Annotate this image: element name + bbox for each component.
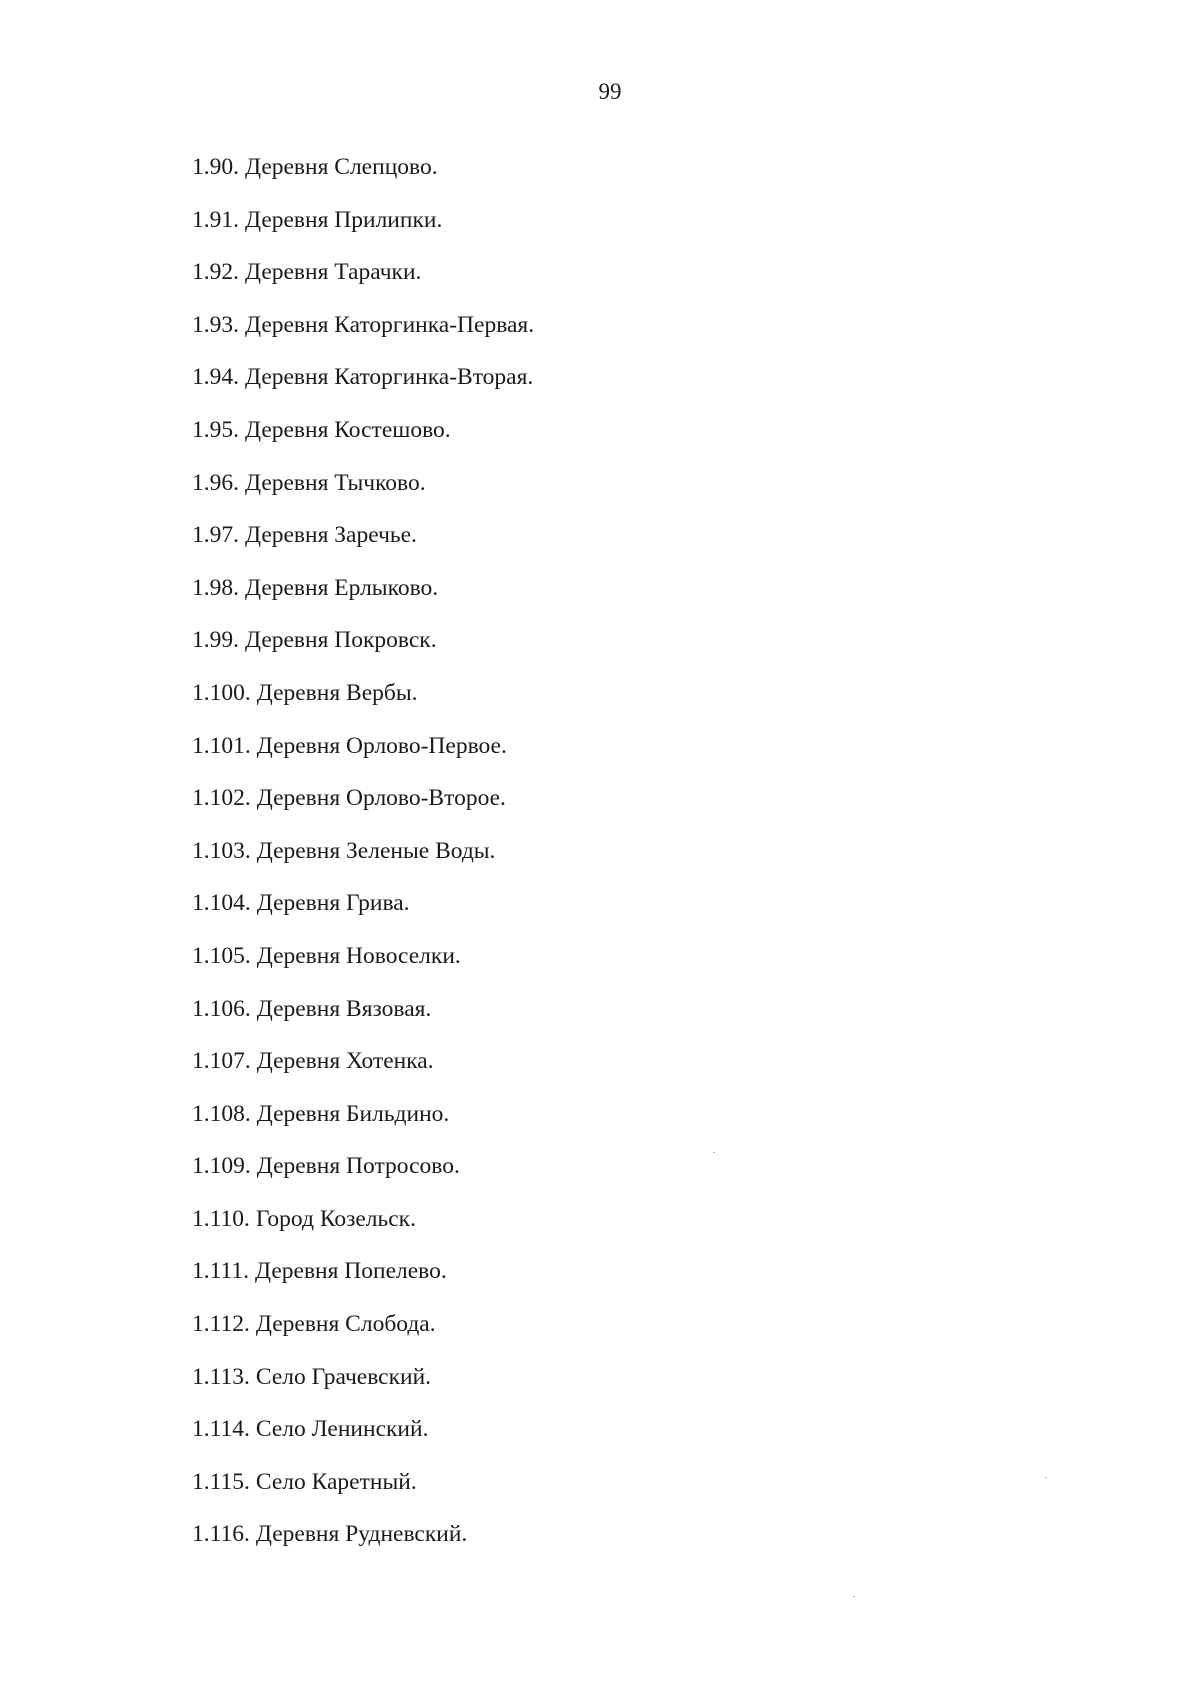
item-text: Деревня Ерлыково. [245,574,439,601]
item-number: 1.101. [192,732,251,759]
list-item [192,416,534,472]
scan-speck [853,1596,855,1597]
list-item [192,1155,534,1208]
item-text: Деревня Попелево. [255,1258,447,1285]
item-number: 1.90. [192,154,239,180]
item-number: 1.93. [192,311,239,338]
item-text: Село Каретный. [255,1468,417,1495]
item-text: Деревня Зеленые Воды. [256,837,496,864]
list-item [192,1260,534,1313]
item-number: 1.113. [192,1363,250,1390]
item-number: 1.109. [192,1153,251,1180]
item-text: Деревня Заречье. [245,522,417,549]
list-item [192,574,534,630]
list-item [192,995,534,1051]
item-text: Деревня Орлово-Второе. [256,785,506,812]
list-item [192,1418,534,1471]
list-item [192,892,534,945]
item-text: Село Грачевский. [255,1363,432,1390]
item-text: Деревня Потросово. [256,1153,460,1180]
item-text: Деревня Каторгинка-Первая. [245,311,535,338]
item-number: 1.97. [192,522,239,549]
list-item [192,787,534,840]
item-number: 1.116. [192,1521,250,1548]
list-item [192,1050,534,1103]
item-text: Деревня Орлово-Первое. [256,732,507,759]
settlement-list [192,156,534,1576]
list-item [192,1363,534,1419]
item-number: 1.96. [192,469,239,496]
list-item [192,311,535,367]
item-text: Деревня Покровск. [245,627,437,654]
item-text: Деревня Слепцово. [245,154,438,180]
item-number: 1.103. [192,837,251,864]
item-text: Деревня Костешово. [245,416,451,443]
item-number: 1.98. [192,574,239,601]
list-item [192,679,534,735]
item-text: Село Ленинский. [255,1416,429,1443]
list-item [192,837,534,893]
item-text: Деревня Грива. [256,890,410,917]
item-text: Деревня Тычково. [245,469,426,496]
list-item [192,469,534,525]
list-item [192,732,534,788]
item-text: Деревня Прилипки. [245,206,443,233]
list-item [192,1523,534,1576]
item-text: Город Козельск. [255,1205,416,1232]
item-text: Деревня Хотенка. [256,1048,434,1075]
item-number: 1.102. [192,785,251,812]
item-text: Деревня Каторгинка-Вторая. [245,364,534,391]
item-number: 1.104. [192,890,251,917]
item-text: Деревня Вязовая. [256,995,432,1022]
item-number: 1.92. [192,259,239,286]
list-item [192,1468,534,1524]
item-number: 1.112. [192,1311,250,1338]
list-item [192,156,534,209]
item-text: Деревня Тарачки. [245,259,422,286]
list-item [192,366,534,419]
item-text: Деревня Слобода. [255,1311,436,1338]
scan-speck [1045,1477,1047,1478]
list-item [192,1313,534,1366]
item-number: 1.100. [192,679,251,706]
item-number: 1.108. [192,1100,251,1127]
list-item [192,206,534,262]
list-item [192,942,534,998]
item-number: 1.107. [192,1048,251,1075]
item-number: 1.110. [192,1205,250,1232]
item-text: Деревня Рудневский. [255,1521,468,1548]
list-item [192,1100,534,1156]
item-text: Деревня Новоселки. [256,942,461,969]
item-number: 1.106. [192,995,251,1022]
item-number: 1.95. [192,416,239,443]
item-number: 1.99. [192,627,239,654]
item-number: 1.94. [192,364,239,391]
item-text: Деревня Бильдино. [256,1100,450,1127]
item-text: Деревня Вербы. [256,679,418,706]
scan-speck [713,1152,715,1153]
list-item [192,524,534,577]
item-number: 1.111. [192,1258,250,1285]
item-number: 1.91. [192,206,239,233]
item-number: 1.114. [192,1416,250,1443]
list-item [192,261,534,314]
list-item [192,629,534,682]
item-number: 1.105. [192,942,251,969]
item-number: 1.115. [192,1468,250,1495]
page-number: 99 [598,79,622,104]
list-item [192,1205,534,1261]
